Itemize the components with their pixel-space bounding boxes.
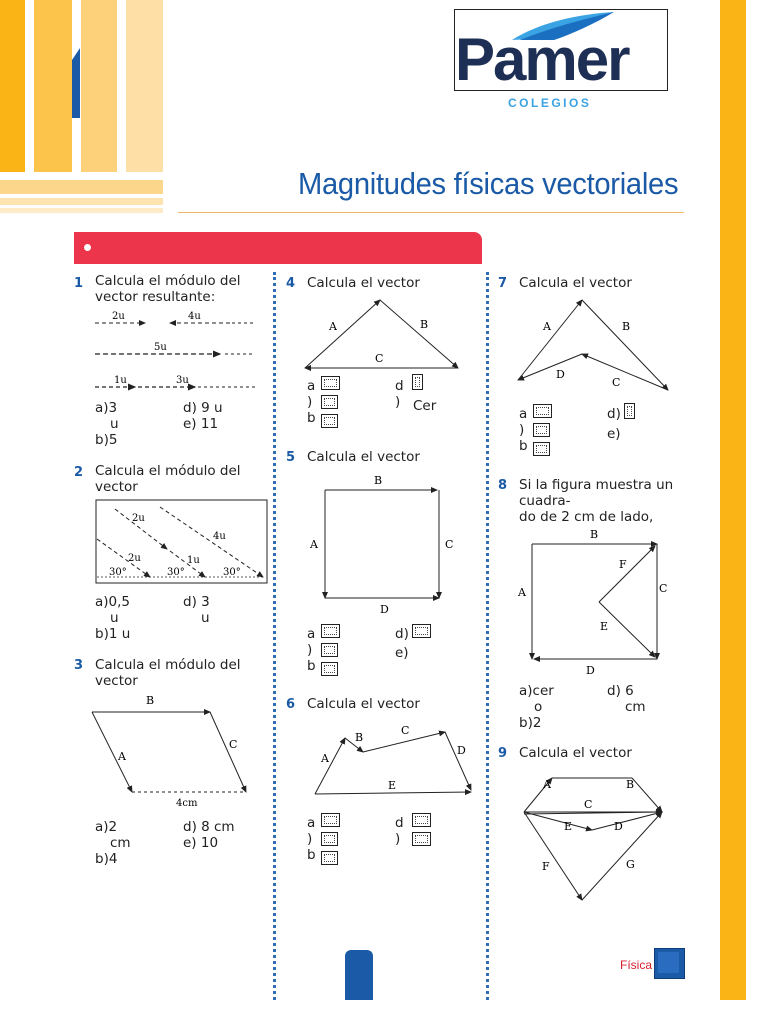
figure-label: E	[564, 820, 573, 833]
question-number: 3	[74, 658, 84, 673]
figure-label: B	[622, 320, 631, 333]
page-title: Magnitudes físicas vectoriales	[298, 166, 679, 201]
figure-q1	[90, 306, 262, 396]
question-text: vector	[95, 479, 138, 495]
option: a)2	[95, 819, 118, 835]
option: a	[519, 406, 528, 422]
vector-icon	[412, 374, 423, 390]
option: )	[307, 831, 313, 847]
option: a)cer	[519, 683, 554, 699]
option: b)1 u	[95, 626, 131, 642]
question-text: do de 2 cm de lado,	[519, 509, 654, 525]
figure-label: 4u	[188, 311, 201, 322]
title-underline	[178, 212, 684, 213]
figure-label: C	[445, 538, 454, 551]
figure-label: D	[457, 744, 466, 757]
option: d)	[395, 626, 409, 642]
figure-q2	[95, 499, 268, 584]
figure-label: 3u	[176, 375, 189, 386]
question-number: 9	[498, 746, 508, 761]
decor-stripe	[0, 198, 163, 205]
option: b)5	[95, 432, 118, 448]
section-bar	[74, 232, 482, 264]
figure-label: F	[619, 558, 627, 571]
question-number: 8	[498, 478, 508, 493]
question-text: Calcula el módulo del	[95, 463, 241, 479]
vector-icon	[321, 376, 340, 390]
question-text: Calcula el vector	[307, 696, 420, 712]
figure-label: C	[229, 738, 238, 751]
figure-label: B	[420, 318, 429, 331]
option: u	[201, 610, 210, 626]
option: e) 10	[183, 835, 219, 851]
option: a	[307, 815, 316, 831]
figure-label: 4u	[213, 531, 226, 542]
figure-label: A	[310, 538, 318, 551]
option: d	[395, 378, 404, 394]
figure-q6	[305, 716, 477, 800]
figure-label: G	[626, 858, 635, 871]
decor-stripe	[81, 0, 117, 172]
footer-badge-inner	[658, 952, 679, 973]
figure-label: A	[518, 586, 526, 599]
vector-icon	[321, 662, 338, 676]
option: )	[307, 642, 313, 658]
column-separator	[486, 272, 489, 1000]
option: d	[395, 815, 404, 831]
option: o	[534, 699, 543, 715]
question-number: 5	[286, 450, 296, 465]
question-text: Calcula el vector	[307, 275, 420, 291]
figure-label: 2u	[112, 311, 125, 322]
figure-label: 30°	[167, 567, 185, 578]
figure-label: 30°	[223, 567, 241, 578]
question-text: Calcula el módulo del	[95, 273, 241, 289]
figure-label: E	[388, 779, 397, 792]
figure-label: A	[329, 320, 337, 333]
figure-label: C	[659, 582, 668, 595]
question-text: Calcula el vector	[519, 745, 632, 761]
option: b	[307, 410, 316, 426]
figure-q5	[305, 470, 465, 618]
figure-label: F	[542, 860, 550, 873]
option: d) 9 u	[183, 400, 223, 416]
question-text: Calcula el vector	[307, 449, 420, 465]
vector-icon	[321, 414, 338, 428]
option: )	[395, 394, 401, 410]
option: a)3	[95, 400, 118, 416]
vector-icon	[321, 813, 340, 827]
figure-q7	[512, 296, 674, 396]
figure-label: A	[118, 750, 126, 763]
question-number: 4	[286, 276, 296, 291]
option: )	[519, 422, 525, 438]
question-text: Si la figura muestra un	[519, 477, 674, 493]
option: u	[110, 416, 119, 432]
question-number: 7	[498, 276, 508, 291]
question-number: 1	[74, 276, 84, 291]
vector-icon	[321, 395, 338, 409]
figure-label: 1u	[114, 375, 127, 386]
figure-label: D	[556, 368, 565, 381]
option: b)4	[95, 851, 118, 867]
option: cm	[625, 699, 646, 715]
option: d)	[607, 406, 621, 422]
vector-icon	[321, 832, 338, 846]
figure-label: B	[590, 528, 599, 541]
question-text: vector resultante:	[95, 289, 216, 305]
vector-icon	[533, 423, 550, 437]
vector-icon	[533, 442, 550, 456]
figure-label: D	[380, 603, 389, 616]
decor-stripe	[0, 180, 163, 194]
vector-icon	[624, 403, 635, 419]
question-text: vector	[95, 673, 138, 689]
question-text: Calcula el vector	[519, 275, 632, 291]
question-number: 6	[286, 697, 296, 712]
vector-icon	[412, 624, 431, 638]
figure-label: 2u	[128, 553, 141, 564]
vector-icon	[321, 624, 340, 638]
question-text: cuadra-	[519, 493, 571, 509]
option: b	[307, 847, 316, 863]
option: cm	[110, 835, 131, 851]
figure-label: C	[612, 376, 621, 389]
figure-label: B	[355, 731, 364, 744]
question-text: Calcula el módulo del	[95, 657, 241, 673]
vector-icon	[321, 851, 338, 865]
option: )	[307, 394, 313, 410]
decor-stripe	[126, 0, 163, 172]
option: e) 11	[183, 416, 219, 432]
figure-q8	[512, 526, 674, 678]
logo-wordmark: Pamer	[455, 26, 629, 93]
figure-label: A	[321, 752, 329, 765]
section-bullet	[84, 244, 91, 251]
figure-label: D	[614, 820, 623, 833]
figure-q3	[86, 690, 256, 812]
right-accent-band	[720, 0, 746, 1000]
page-tab-marker	[345, 950, 373, 1000]
question-number: 2	[74, 465, 84, 480]
figure-label: B	[374, 474, 383, 487]
figure-label: B	[146, 694, 155, 707]
figure-label: 4cm	[176, 798, 198, 809]
column-separator	[273, 272, 276, 1000]
option: e)	[607, 426, 621, 442]
figure-q4	[300, 296, 465, 372]
figure-label: 30°	[109, 567, 127, 578]
option: b	[519, 438, 528, 454]
figure-label: C	[401, 724, 410, 737]
figure-label: B	[626, 778, 635, 791]
option: a	[307, 378, 316, 394]
option: b)2	[519, 715, 542, 731]
option: b	[307, 658, 316, 674]
figure-label: A	[543, 778, 551, 791]
figure-label: 2u	[132, 513, 145, 524]
figure-q9	[512, 768, 674, 904]
logo-subtitle: COLEGIOS	[508, 96, 592, 110]
footer-subject: Física	[620, 958, 653, 972]
option: u	[110, 610, 119, 626]
vector-icon	[533, 404, 552, 418]
figure-label: 1u	[187, 555, 200, 566]
figure-label: C	[375, 352, 384, 365]
option: Cer	[413, 398, 437, 414]
figure-label: C	[584, 798, 593, 811]
figure-label: D	[586, 664, 595, 677]
decor-stripe	[0, 0, 25, 172]
figure-label: E	[600, 620, 609, 633]
vector-icon	[412, 813, 431, 827]
decor-blue-shape	[66, 40, 86, 120]
vector-icon	[321, 643, 338, 657]
option: )	[395, 831, 401, 847]
decor-stripe	[0, 208, 163, 213]
option: d) 3	[183, 594, 210, 610]
option: a	[307, 626, 316, 642]
option: a)0,5	[95, 594, 131, 610]
option: d) 8 cm	[183, 819, 235, 835]
option: e)	[395, 645, 409, 661]
figure-label: 5u	[154, 342, 167, 353]
figure-label: A	[543, 320, 551, 333]
vector-icon	[412, 832, 431, 846]
option: d) 6	[607, 683, 634, 699]
